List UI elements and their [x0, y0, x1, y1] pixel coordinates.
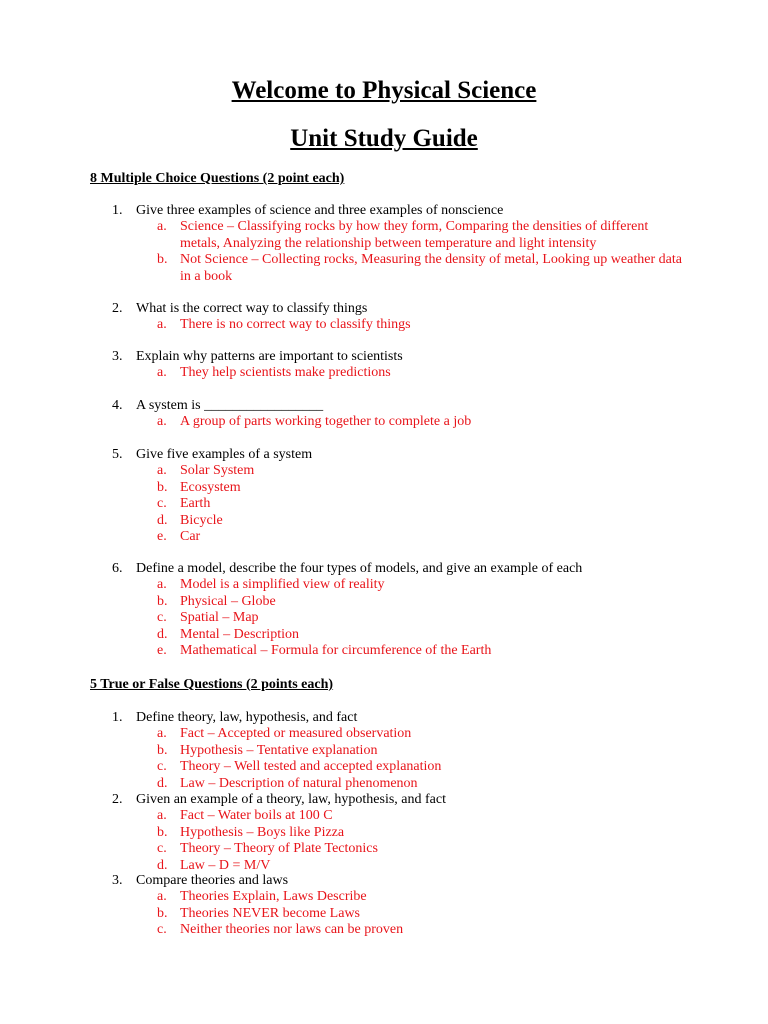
answer-list [112, 463, 712, 545]
question-number: 3. [112, 349, 123, 364]
answer-text: Neither theories nor laws can be proven [180, 922, 404, 938]
answer-item [157, 922, 712, 938]
answer-item [157, 627, 712, 643]
page-title: Welcome to Physical Science [231, 77, 537, 104]
answer-item [157, 513, 712, 529]
answer-item [157, 726, 712, 742]
question-text: Compare theories and laws [136, 873, 289, 888]
answer-text: Law – Description of natural phenomenon [180, 775, 418, 791]
answer-letter: d. [157, 775, 168, 791]
question-number: 3. [112, 873, 123, 888]
answer-letter: c. [157, 496, 167, 512]
answer-letter: d. [157, 626, 168, 642]
answer-letter: b. [157, 905, 168, 921]
answer-letter: a. [157, 414, 167, 430]
answer-letter: b. [157, 593, 168, 609]
question-number: 2. [112, 301, 123, 316]
question-text: A system is _________________ [136, 398, 324, 413]
question-text: Give five examples of a system [136, 447, 313, 462]
answer-list [112, 808, 712, 874]
answer-letter: d. [157, 512, 168, 528]
answer-letter: a. [157, 889, 167, 905]
answer-text: Not Science – Collecting rocks, Measuring the density of metal, Looking up weather data in a book [180, 252, 682, 284]
answer-text: Fact – Water boils at 100 C [180, 808, 333, 824]
answer-text: Mental – Description [180, 626, 299, 642]
question [112, 710, 712, 792]
question-number: 5. [112, 447, 123, 462]
answer-letter: a. [157, 726, 167, 742]
question-text: Given an example of a theory, law, hypothesis, and fact [136, 792, 446, 807]
answer-item [157, 858, 712, 874]
answer-list [112, 414, 712, 430]
answer-letter: b. [157, 252, 168, 268]
answer-letter: e. [157, 643, 167, 659]
question-number: 1. [112, 710, 123, 725]
answer-text: Mathematical – Formula for circumference of the Earth [180, 643, 492, 659]
answer-list [112, 219, 712, 285]
answer-text: Physical – Globe [180, 593, 276, 609]
question-text: What is the correct way to classify things [136, 301, 368, 316]
question [112, 873, 712, 939]
question-number: 4. [112, 398, 123, 413]
question-text: Define a model, describe the four types of models, and give an example of each [136, 561, 583, 576]
answer-item [157, 889, 712, 905]
answer-item [157, 808, 712, 824]
answer-item [157, 825, 712, 841]
answer-list [112, 726, 712, 792]
answer-text: Ecosystem [180, 479, 241, 495]
answer-item [157, 529, 712, 545]
answer-text: Model is a simplified view of reality [180, 577, 385, 593]
answer-text: Theory – Theory of Plate Tectonics [180, 841, 378, 857]
answer-letter: a. [157, 577, 167, 593]
answer-item [157, 610, 712, 626]
section1-heading: 8 Multiple Choice Questions (2 point each) [90, 171, 345, 186]
answer-letter: c. [157, 841, 167, 857]
answer-item [157, 496, 712, 512]
answer-letter: a. [157, 463, 167, 479]
answer-letter: a. [157, 317, 167, 333]
answer-item [157, 759, 712, 775]
answer-text: A group of parts working together to complete a job [180, 414, 472, 430]
answer-letter: a. [157, 219, 167, 235]
answer-item [157, 219, 712, 252]
answer-letter: b. [157, 742, 168, 758]
question [112, 349, 712, 382]
answer-list [112, 317, 712, 333]
answer-text: Bicycle [180, 512, 223, 528]
answer-item [157, 463, 712, 479]
answer-text: Science – Classifying rocks by how they form, Comparing the densities of different metals, Analyzing the relationship between temperature and light intensity [180, 219, 649, 251]
question [112, 203, 712, 285]
answer-text: Theories NEVER become Laws [180, 905, 360, 921]
answer-letter: c. [157, 922, 167, 938]
answer-letter: a. [157, 808, 167, 824]
answer-letter: c. [157, 610, 167, 626]
answer-item [157, 480, 712, 496]
answer-item [157, 365, 712, 381]
answer-list [112, 577, 712, 659]
answer-text: Earth [180, 496, 211, 512]
answer-item [157, 743, 712, 759]
answer-text: Theory – Well tested and accepted explanation [180, 759, 442, 775]
answer-letter: b. [157, 824, 168, 840]
answer-item [157, 643, 712, 659]
answer-item [157, 906, 712, 922]
page-subtitle: Unit Study Guide [290, 125, 478, 152]
answer-letter: a. [157, 365, 167, 381]
answer-item [157, 252, 712, 285]
answer-list [112, 889, 712, 938]
answer-text: Car [180, 529, 201, 545]
question-text: Explain why patterns are important to scientists [136, 349, 403, 364]
answer-letter: c. [157, 759, 167, 775]
answer-text: There is no correct way to classify things [180, 317, 411, 333]
answer-item [157, 776, 712, 792]
question-text: Define theory, law, hypothesis, and fact [136, 710, 358, 725]
answer-item [157, 317, 712, 333]
answer-text: Law – D = M/V [180, 857, 271, 873]
question [112, 561, 712, 659]
answer-item [157, 841, 712, 857]
answer-text: Solar System [180, 463, 255, 479]
answer-item [157, 414, 712, 430]
answer-text: They help scientists make predictions [180, 365, 391, 381]
answer-text: Fact – Accepted or measured observation [180, 726, 412, 742]
answer-text: Hypothesis – Tentative explanation [180, 742, 378, 758]
section2-heading: 5 True or False Questions (2 points each) [90, 677, 334, 692]
question [112, 301, 712, 334]
answer-letter: b. [157, 479, 168, 495]
question-number: 1. [112, 203, 123, 218]
answer-text: Hypothesis – Boys like Pizza [180, 824, 345, 840]
question [112, 447, 712, 545]
question-number: 6. [112, 561, 123, 576]
answer-item [157, 577, 712, 593]
question [112, 398, 712, 431]
question-text: Give three examples of science and three examples of nonscience [136, 203, 504, 218]
answer-text: Spatial – Map [180, 610, 259, 626]
answer-letter: e. [157, 529, 167, 545]
answer-letter: d. [157, 857, 168, 873]
answer-text: Theories Explain, Laws Describe [180, 889, 367, 905]
answer-item [157, 594, 712, 610]
question-number: 2. [112, 792, 123, 807]
answer-list [112, 365, 712, 381]
question [112, 792, 712, 874]
